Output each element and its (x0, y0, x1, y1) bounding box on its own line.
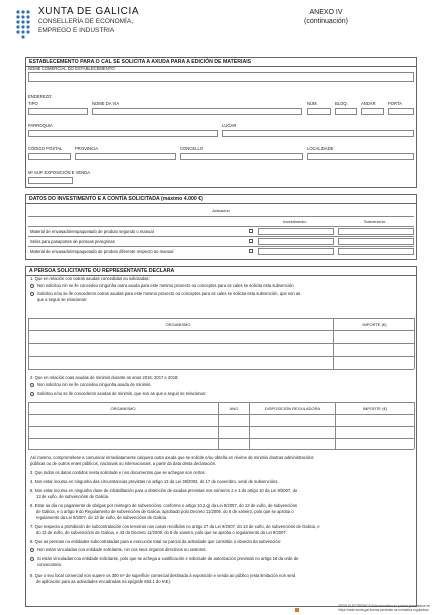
q1-other-aid-text: Solicitou e/ou se lle concederon outras axudas para este mesmo proxecto ou conceptos para os cales se solicita esta subvención, que son as (37, 291, 301, 296)
q1-other-aid-radio[interactable] (30, 292, 34, 296)
investment-amount-field[interactable] (258, 228, 334, 235)
declaration-8: 8. Que as persoas ou entidades subcontratadas para a execución total ou parcial da actividade que constitúe o obxecto da subvención: (30, 539, 282, 544)
commitment-text-cont: públicas ou de outros entes públicos, nacionais ou internacionais, a partir da data desta declaración. (30, 461, 217, 466)
andar-label: ANDAR (361, 101, 376, 106)
table-border (28, 402, 414, 403)
d8-linked-text-cont: convocatoria. (37, 562, 62, 567)
declaration-title: A PERSOA SOLICITANTE OU REPRESENTANTE DECLARA (26, 267, 416, 276)
investment-amount-field[interactable] (258, 248, 334, 255)
table1-amount-header: IMPORTE (€) (362, 322, 387, 327)
table-border (249, 402, 250, 449)
locality-label: LOCALIDADE (307, 146, 334, 151)
table-row (28, 438, 414, 439)
footer-note (338, 604, 430, 612)
table-border (28, 318, 414, 319)
declaration-6-cont2: regulamento da Lei 9/2007, do 13 de xuño, de subvencións de Galicia. (36, 515, 168, 520)
council-field[interactable] (180, 153, 303, 160)
annex-title: ANEXO IV (309, 9, 343, 16)
bloq-field[interactable] (335, 108, 357, 115)
surface-field[interactable] (28, 177, 73, 184)
commitment-text: Así mesmo, comprométese a comunicar inmediatamente calquera outra axuda que se solicite e/ou obteña en réxime de minimis doutras administracións (30, 455, 314, 460)
investment-row-checkbox[interactable] (249, 229, 253, 233)
via-field[interactable] (92, 108, 302, 115)
table2-regulation-header: DISPOSICIÓN REGULADORA (264, 406, 321, 411)
subsidy-amount-field[interactable] (338, 238, 414, 245)
table-border (414, 402, 415, 449)
establishment-title: ESTABLECEMENTO PARA O CAL SE SOLICITA A AXUDA PARA A EDICIÓN DE MATERIAIS (26, 58, 416, 67)
annex-subtitle: (continuación) (304, 18, 348, 25)
parroquia-label: PARROQUIA (28, 123, 53, 128)
investment-title: DATOS DO INVESTIMENTO E A CONTÍA SOLICITADA (máximo 4.000 €) (26, 195, 416, 204)
footer-line-1: SEDE ELECTRÓNICA Este formulario só poderá presentarse en (338, 604, 430, 608)
table-row (28, 426, 414, 427)
xunta-logo (14, 8, 32, 48)
table-border (28, 402, 29, 449)
table-border (335, 402, 336, 449)
table1-organism-header: ORGANISMO (165, 322, 191, 327)
q1-no-aid-text: Non solicitou nin se lle concedeu ningunha outra axuda para este mesmo proxecto ou conceptos para os cales se solicita esta subvención. (37, 283, 295, 288)
table-border (28, 318, 29, 369)
table-border (218, 402, 219, 449)
q1-no-aid-radio[interactable] (30, 284, 34, 288)
council-label: CONCELLO (180, 146, 204, 151)
table-border (28, 414, 414, 415)
investment-row-checkbox[interactable] (249, 239, 253, 243)
declaration-4: 4. Non estar incursa en ningunha das circunstancias previstas no artigo 13 da Lei 38/2003, do 17 de novembro, xeral de subvencións. (30, 479, 279, 484)
department-line-1: CONSELLERÍA DE ECONOMÍA, (38, 18, 133, 25)
declaration-3: 3. Que todos os datos contidos nesta solicitude e nos documentos que se achegan son certos. (30, 470, 206, 475)
d8-not-linked-text: Non están vinculadas coa entidade solicitante, nin cos seus órganos directivos ou xestores. (37, 547, 207, 552)
table-row (28, 369, 414, 370)
porta-label: PORTA (388, 101, 403, 106)
postal-code-label: CÓDIGO POSTAL (28, 146, 63, 151)
divider (28, 216, 414, 217)
declaration-7-cont: do 13 de xuño, de subvencións de Galicia, e 43 do Decreto 11/2009, do 8 de xaneiro, polo que se aproba o regulamento da Lei 9/2007. (36, 530, 287, 535)
divider (28, 226, 414, 227)
lugar-label: LUGAR (222, 123, 237, 128)
tipo-field[interactable] (28, 108, 88, 115)
province-field[interactable] (75, 153, 176, 160)
subsidy-amount-field[interactable] (338, 248, 414, 255)
investment-row-label: Material de envasado/empaquetado de produto diferente respecto ao manual (30, 249, 174, 254)
declaration-6: 6. Estar ao día no pagamento de obrigas por reintegro de subvencións, conforme o artigo 10.2.g) da Lei 9/2007, do 13 de xuño, de subvencións (30, 503, 298, 508)
province-label: PROVINCIA (75, 146, 99, 151)
brand-name: XUNTA DE GALICIA (38, 6, 140, 17)
table2-year-header: ANO (229, 406, 239, 411)
brand-block (38, 6, 139, 35)
declaration-9: 9. Que o seu local comercial non supere os 300 m² de superficie comercial destinada á exposición e venda ao público (esta limitación non será (30, 573, 296, 578)
commercial-name-label: NOME COMERCIAL DO ESTABLECEMENTO: (28, 66, 116, 71)
porta-field[interactable] (388, 108, 414, 115)
d8-not-linked-radio[interactable] (30, 548, 34, 552)
commercial-name-field[interactable] (28, 72, 414, 82)
q2-no-minimis-text: Non solicitou nin se lle concedeu ningunha axuda de minimis. (37, 382, 152, 387)
table2-organism-header: ORGANISMO (110, 406, 136, 411)
d8-linked-radio[interactable] (30, 557, 34, 561)
q2-minimis-text: Solicitou e/ou se lle concederon axudas de minimis, que son as que a seguir se relacionan: (37, 391, 207, 396)
declaration-7: 7. Que respecta a prohibición de subcontratación cos terceiros nos casos recollidos no artigo 27 da Lei 9/2007, do 13 de xuño, de subvencións de Galicia, e (30, 524, 320, 529)
table-border (414, 318, 415, 369)
subsidy-column-header: Subvención: (363, 219, 386, 224)
locality-field[interactable] (307, 153, 414, 160)
q2-no-minimis-radio[interactable] (30, 383, 34, 387)
annex-heading (304, 8, 348, 26)
via-label: NOME DA VÍA (92, 101, 120, 106)
declaration-5: 5. Non estar incursa en ningunha clase de inhabilitación para a obtención de axudas previstas nos números 2 e 3 do artigo 10 da Lei 9/2007, do (30, 488, 298, 493)
q2-minimis-radio[interactable] (30, 392, 34, 396)
declaration-9-cont: de aplicación para as actividades encadradas na epígrafe 653.1 do IAE). (36, 579, 172, 584)
investment-amount-field[interactable] (258, 238, 334, 245)
table-border (28, 330, 414, 331)
investment-row-label: Material de envasado/empaquetado de produto segundo o manual (30, 229, 154, 234)
num-field[interactable] (307, 108, 331, 115)
actuacion-header: Actuación (212, 208, 230, 213)
electronic-office-icon (295, 608, 299, 612)
table-row (28, 449, 414, 450)
table-border (333, 318, 334, 369)
declaration-6-cont: de Galicia, e o artigo 9 do Regulamento de subvencións de Galicia, aprobado polo Decreto 11/2009, do 8 de xaneiro, polo que se aproba o (36, 509, 294, 514)
tipo-label: TIPO (28, 101, 38, 106)
postal-code-field[interactable] (28, 153, 71, 160)
investment-row-checkbox[interactable] (249, 249, 253, 253)
department-line-2: EMPREGO E INDUSTRIA (38, 27, 115, 34)
bloq-label: BLOQ. (335, 101, 348, 106)
lugar-field[interactable] (222, 130, 414, 137)
investment-column-header: Investimento: (283, 219, 307, 224)
table2-amount-header: IMPORTE (€) (362, 406, 388, 411)
andar-field[interactable] (361, 108, 384, 115)
d8-linked-text: Si están vinculadas coa entidade solicitante, polo que se achega a xustificación e solicitude de autorización previstas no artigo 18 da orde de (37, 556, 299, 561)
divider (28, 246, 414, 247)
question-2: 2. Que en relación coas axudas de minimis durante os anos 2016, 2017 e 2018: (30, 375, 179, 380)
footer-line-2: https://sede.xunta.gal formas previstas na normativa reguladora (338, 608, 429, 612)
num-label: NÚM. (307, 101, 318, 106)
investment-row-label: Selos para pasaportes de persoas peregrinas (30, 239, 115, 244)
table-row (28, 356, 414, 357)
surface-label: M² SUP. EXPOSICIÓN E VENDA (28, 170, 91, 175)
subsidy-amount-field[interactable] (338, 228, 414, 235)
declaration-5-cont: 13 de xuño, de subvencións de Galicia. (36, 494, 110, 499)
q1-other-aid-text-cont: que a seguir se relacionan: (37, 297, 88, 302)
question-1: 1. Que en relación con outras axudas concedidas ou solicitadas: (30, 276, 150, 281)
parroquia-field[interactable] (28, 130, 218, 137)
address-label: ENDEREZO: (28, 94, 53, 99)
table-row (28, 343, 414, 344)
divider (28, 236, 414, 237)
